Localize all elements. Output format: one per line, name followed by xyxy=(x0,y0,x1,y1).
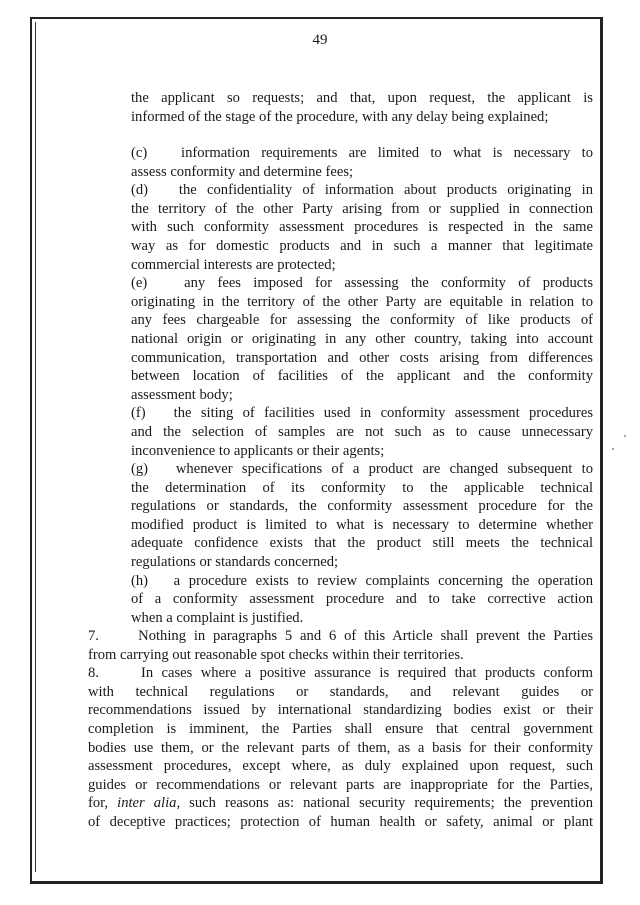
text-line: assessment procedures, except where, as duly explained upon request, such xyxy=(88,758,593,775)
text-line: inconvenience to applicants or their agents; xyxy=(131,442,385,459)
text-line: of a conformity assessment procedure and to take corrective action xyxy=(131,591,593,608)
text-line: with technical regulations or standards, and relevant guides or xyxy=(88,683,593,700)
paragraph-continuation xyxy=(131,89,593,126)
numbered-paragraphs xyxy=(88,627,593,832)
page-number: 49 xyxy=(312,32,328,48)
paragraph-8-line: 8. In cases where a positive assurance is required that products conform xyxy=(88,665,593,682)
text-line: and the selection of samples are not such as to cause unnecessary xyxy=(131,423,593,440)
text-line: adequate confidence exists that the product still meets the technical xyxy=(131,535,593,552)
text-line: from carrying out reasonable spot checks within their territories. xyxy=(88,646,464,663)
text-line: recommendations issued by international standardizing bodies exist or their xyxy=(88,702,593,719)
scan-speck xyxy=(612,448,614,450)
text-line: the applicant so requests; and that, upon request, the applicant is xyxy=(131,90,593,106)
list-item-g: (g) whenever specifications of a product are changed subsequent to xyxy=(131,461,593,478)
paragraph-7-line: 7. Nothing in paragraphs 5 and 6 of this Article shall prevent the Parties xyxy=(88,628,593,644)
conformity-conditions-list xyxy=(131,144,593,627)
text-line: bodies use them, or the relevant parts of them, as a basis for their conformity xyxy=(88,739,593,756)
text-line: modified product is limited to what is necessary to determine whether xyxy=(131,516,593,533)
list-item-c: (c) information requirements are limited to what is necessary to xyxy=(131,145,593,161)
text-line: the determination of its conformity to the applicable technical xyxy=(131,479,593,496)
text-line: commercial interests are protected; xyxy=(131,256,336,273)
scan-speck xyxy=(624,435,626,437)
text-line: when a complaint is justified. xyxy=(131,609,304,626)
list-item-f: (f) the siting of facilities used in conformity assessment procedures xyxy=(131,405,593,422)
text-line: way as for domestic products and in such a manner that legitimate xyxy=(131,237,593,254)
text-line: regulations or standards, the conformity assessment procedure for the xyxy=(131,498,593,515)
text-line: any fees chargeable for assessing the conformity of like products of xyxy=(131,312,593,329)
text-line: assess conformity and determine fees; xyxy=(131,163,354,180)
text-line: originating in the territory of the other Party are equitable in relation to xyxy=(131,293,593,310)
text-line: national origin or originating in any other country, taking into account xyxy=(131,330,593,347)
text-line: between location of facilities of the applicant and the conformity xyxy=(131,368,593,385)
text-line: communication, transportation and other costs arising from differences xyxy=(131,349,593,366)
list-item-d: (d) the confidentiality of information about products originating in xyxy=(131,182,593,199)
text-line: of deceptive practices; protection of human health or safety, animal or plant xyxy=(88,813,593,830)
list-item-e: (e) any fees imposed for assessing the conformity of products xyxy=(131,275,593,292)
text-line: informed of the stage of the procedure, with any delay being explained; xyxy=(131,108,549,125)
inter-alia-line: for, inter alia, such reasons as: national security requirements; the prevention xyxy=(88,795,593,812)
text-line: regulations or standards concerned; xyxy=(131,554,339,571)
text-line: with such conformity assessment procedures is respected in the same xyxy=(131,219,593,236)
text-line: completion is imminent, the Parties shall ensure that central government xyxy=(88,720,593,737)
text-line: assessment body; xyxy=(131,386,233,403)
text-line: guides or recommendations or relevant parts are inappropriate for the Parties, xyxy=(88,776,593,793)
text-line: the territory of the other Party arising from or supplied in connection xyxy=(131,200,593,217)
list-item-h: (h) a procedure exists to review complaints concerning the operation xyxy=(131,572,593,589)
